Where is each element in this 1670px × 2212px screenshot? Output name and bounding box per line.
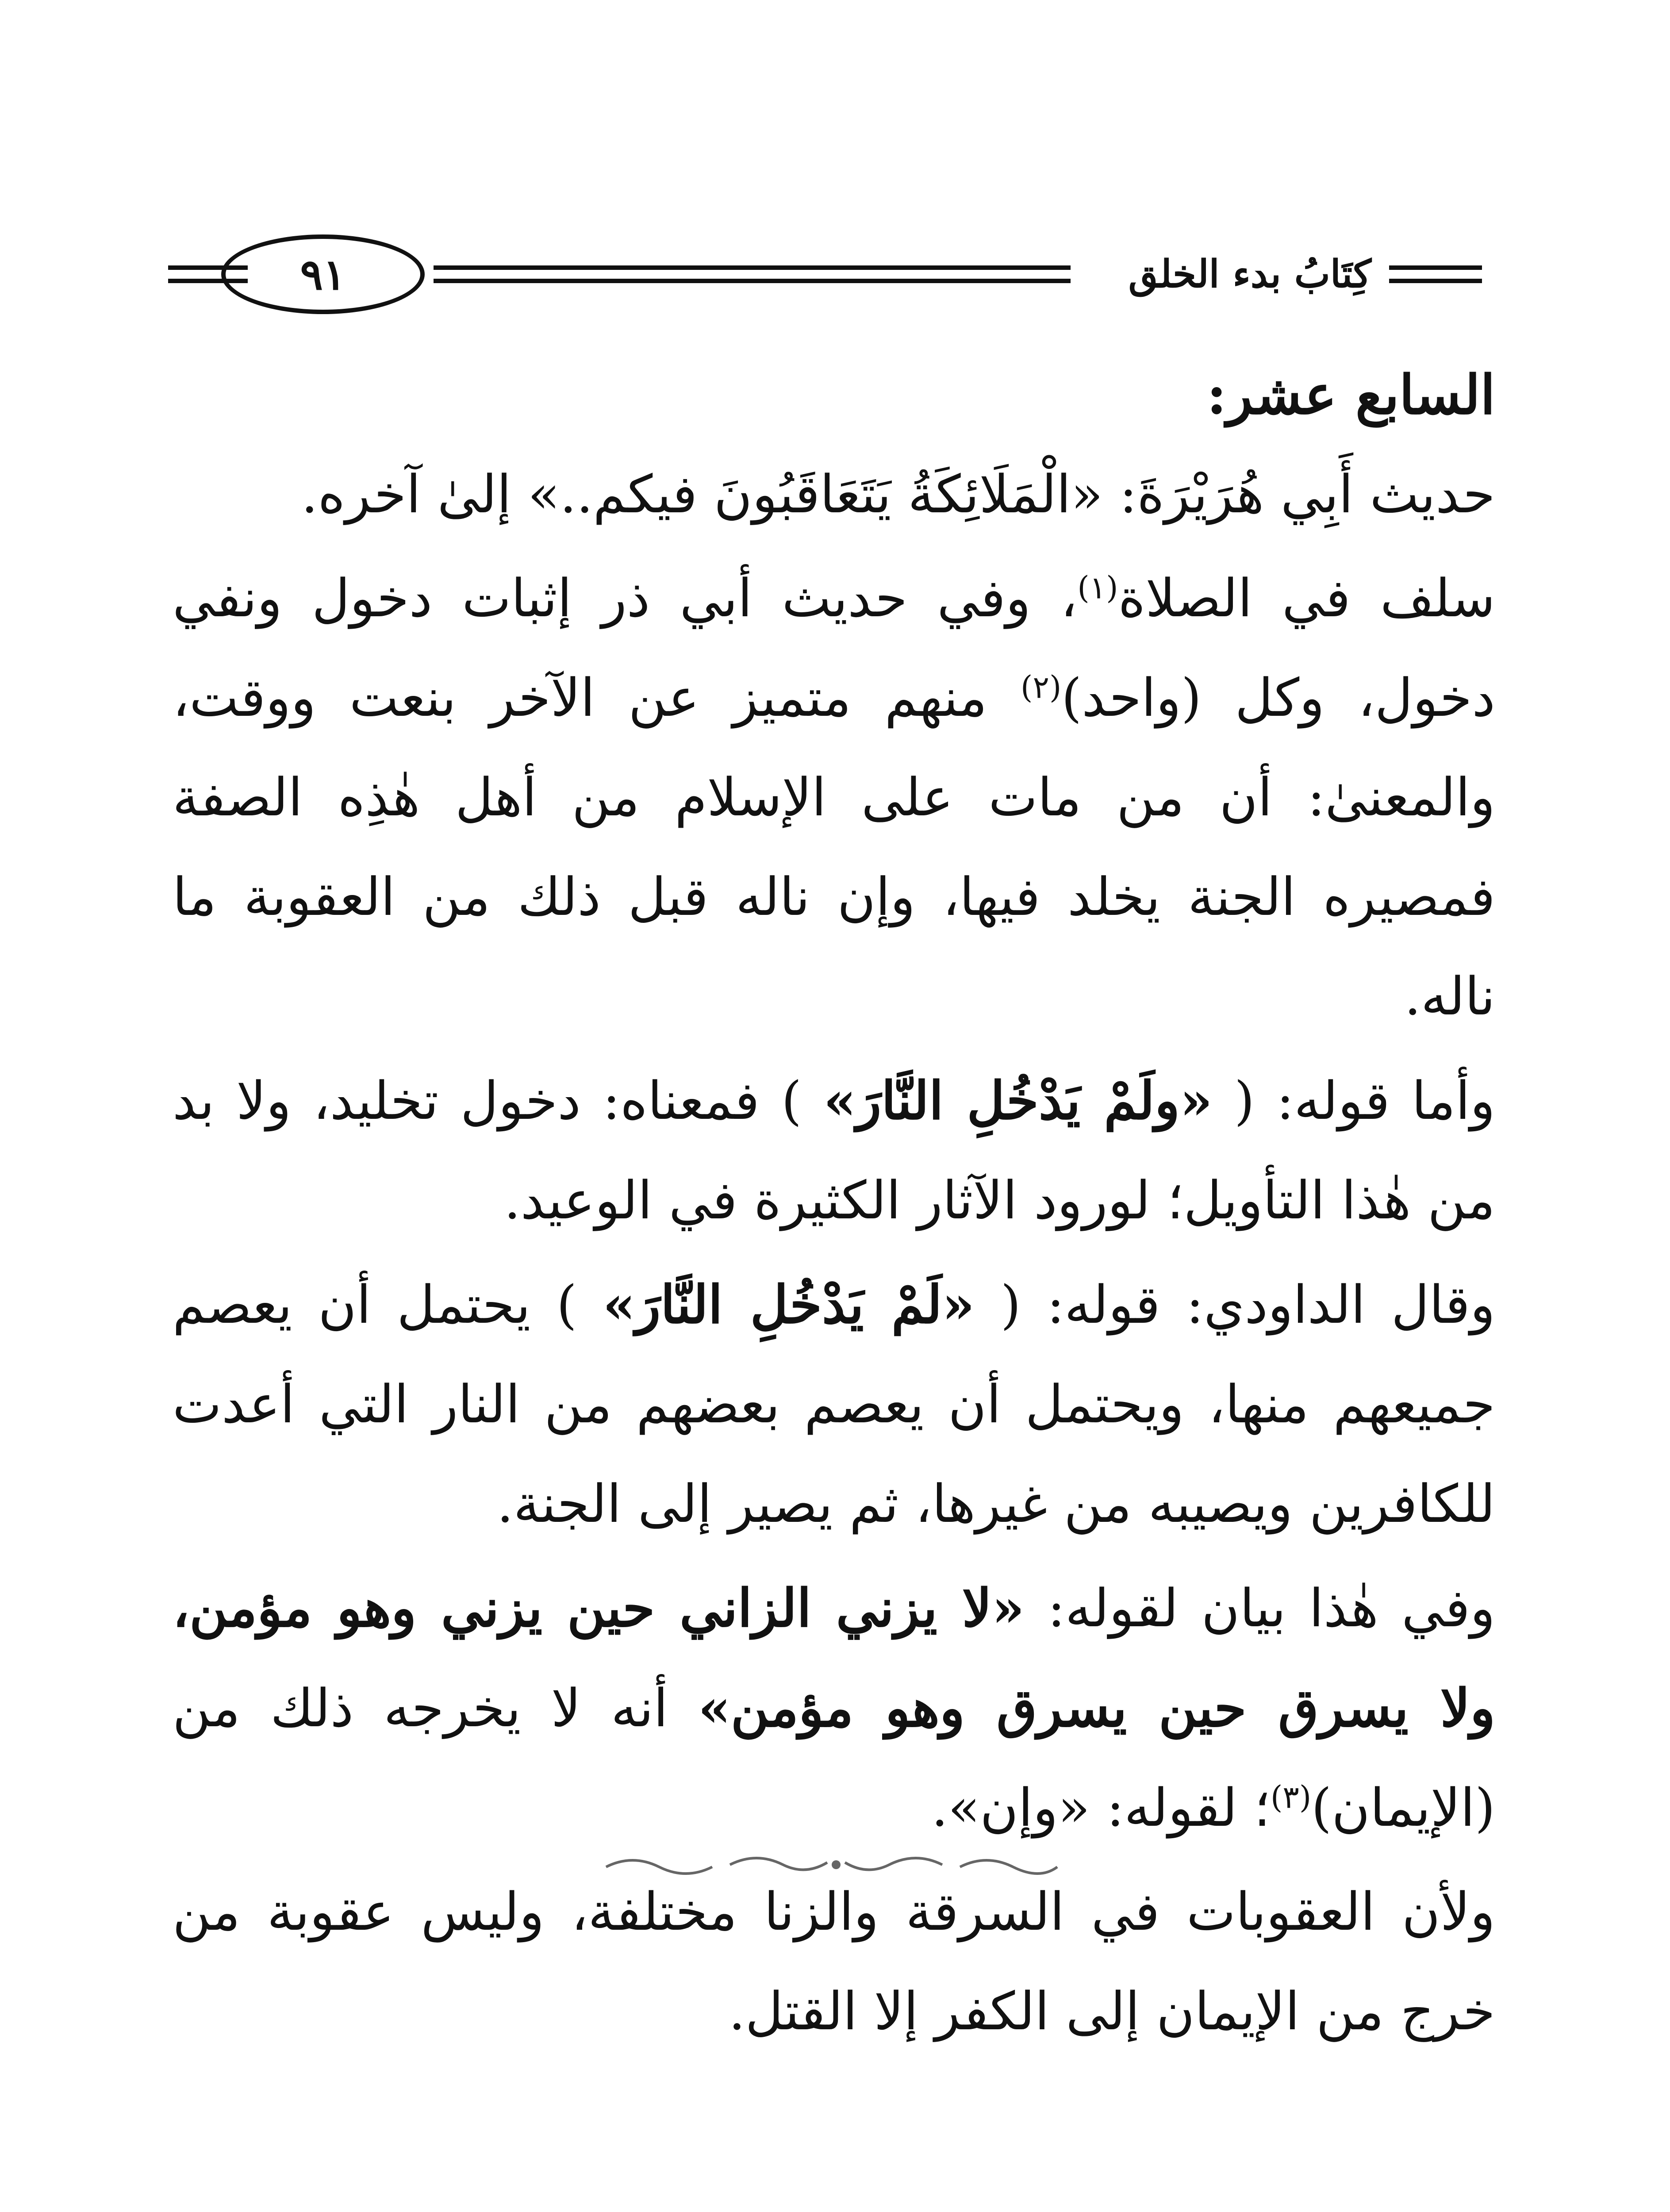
running-header: [168, 230, 1482, 319]
header-rule-left: [168, 265, 248, 283]
page-number: ٩١: [300, 249, 346, 300]
ornament-flourish-icon: [597, 1849, 1066, 1880]
paragraph-5-quote: «لا يزني الزاني حين يزني وهو مؤمن، ولا يسرق حين يسرق وهو مؤمن»: [173, 1577, 1495, 1739]
paragraph-5-part-a: وفي هٰذا بيان لقوله:: [1024, 1578, 1495, 1639]
paragraph-6: ولأن العقوبات في السرقة والزنا مختلفة، وليس عقوبة من خرج من الإيمان إلى الكفر إلا القتل.: [173, 1881, 1495, 2042]
header-rule-middle: [434, 265, 1071, 283]
header-rule-right: [1389, 265, 1482, 283]
paragraph-3-part-a: وأما قوله: (: [1212, 1070, 1495, 1131]
paragraph-2-part-c: منهم متميز عن الآخر بنعت ووقت، والمعنىٰ: أن من مات على الإسلام من أهل هٰذِه الصفة فمصيره الجنة يخلد فيها، وإن ناله قبل ذلك من العقوبة ما ناله.: [173, 667, 1495, 1027]
footnote-ref-1[interactable]: (١): [1077, 569, 1118, 606]
ornament-divider: [597, 1849, 1066, 1880]
paragraph-1: حديث أَبِي هُرَيْرَةَ: «الْمَلَائِكَةُ يَتَعَاقَبُونَ فيكم..» إلىٰ آخره.: [301, 464, 1495, 525]
paragraph-3-quote: «ولَمْ يَدْخُلِ النَّارَ»: [823, 1070, 1213, 1131]
paragraph-2: [173, 549, 1495, 1046]
paragraph-2-part-a: سلف في الصلاة: [1118, 568, 1495, 629]
paragraph-2-part-b: ، وفي حديث أبي ذر إثبات دخول ونفي دخول، وكل (واحد): [173, 568, 1495, 728]
footnote-ref-2[interactable]: (٢): [1021, 669, 1062, 706]
paragraph-5-part-c: ؛ لقوله: «وإن».: [931, 1777, 1271, 1838]
paragraph-4-part-b: ) يحتمل أن يعصم جميعهم منها، ويحتمل أن يعصم بعضهم من النار التي أعدت للكافرين ويصيبه من غيرها، ثم يصير إلى الجنة.: [173, 1274, 1495, 1534]
paragraph-4-part-a: وقال الداودي: قوله: (: [975, 1274, 1495, 1335]
paragraph-4-quote: «لَمْ يَدْخُلِ النَّارَ»: [603, 1274, 975, 1335]
page-number-badge: [221, 234, 425, 314]
section-title: السابع عشر:: [1206, 363, 1495, 426]
paragraph-3-part-b: ) فمعناه: دخول تخليد، ولا بد من هٰذا التأويل؛ لورود الآثار الكثيرة في الوعيد.: [173, 1070, 1495, 1231]
paragraph-5: [173, 1558, 1495, 1858]
book-title: كِتَابُ بدء الخلق: [1128, 252, 1371, 296]
paragraph-5-part-b: أنه لا يخرجه ذلك من (الإيمان): [173, 1678, 1495, 1838]
paragraph-3: [173, 1051, 1495, 1250]
paragraph-4: [173, 1255, 1495, 1554]
footnote-ref-3[interactable]: (٣): [1270, 1779, 1312, 1816]
main-text: [173, 345, 1495, 2066]
